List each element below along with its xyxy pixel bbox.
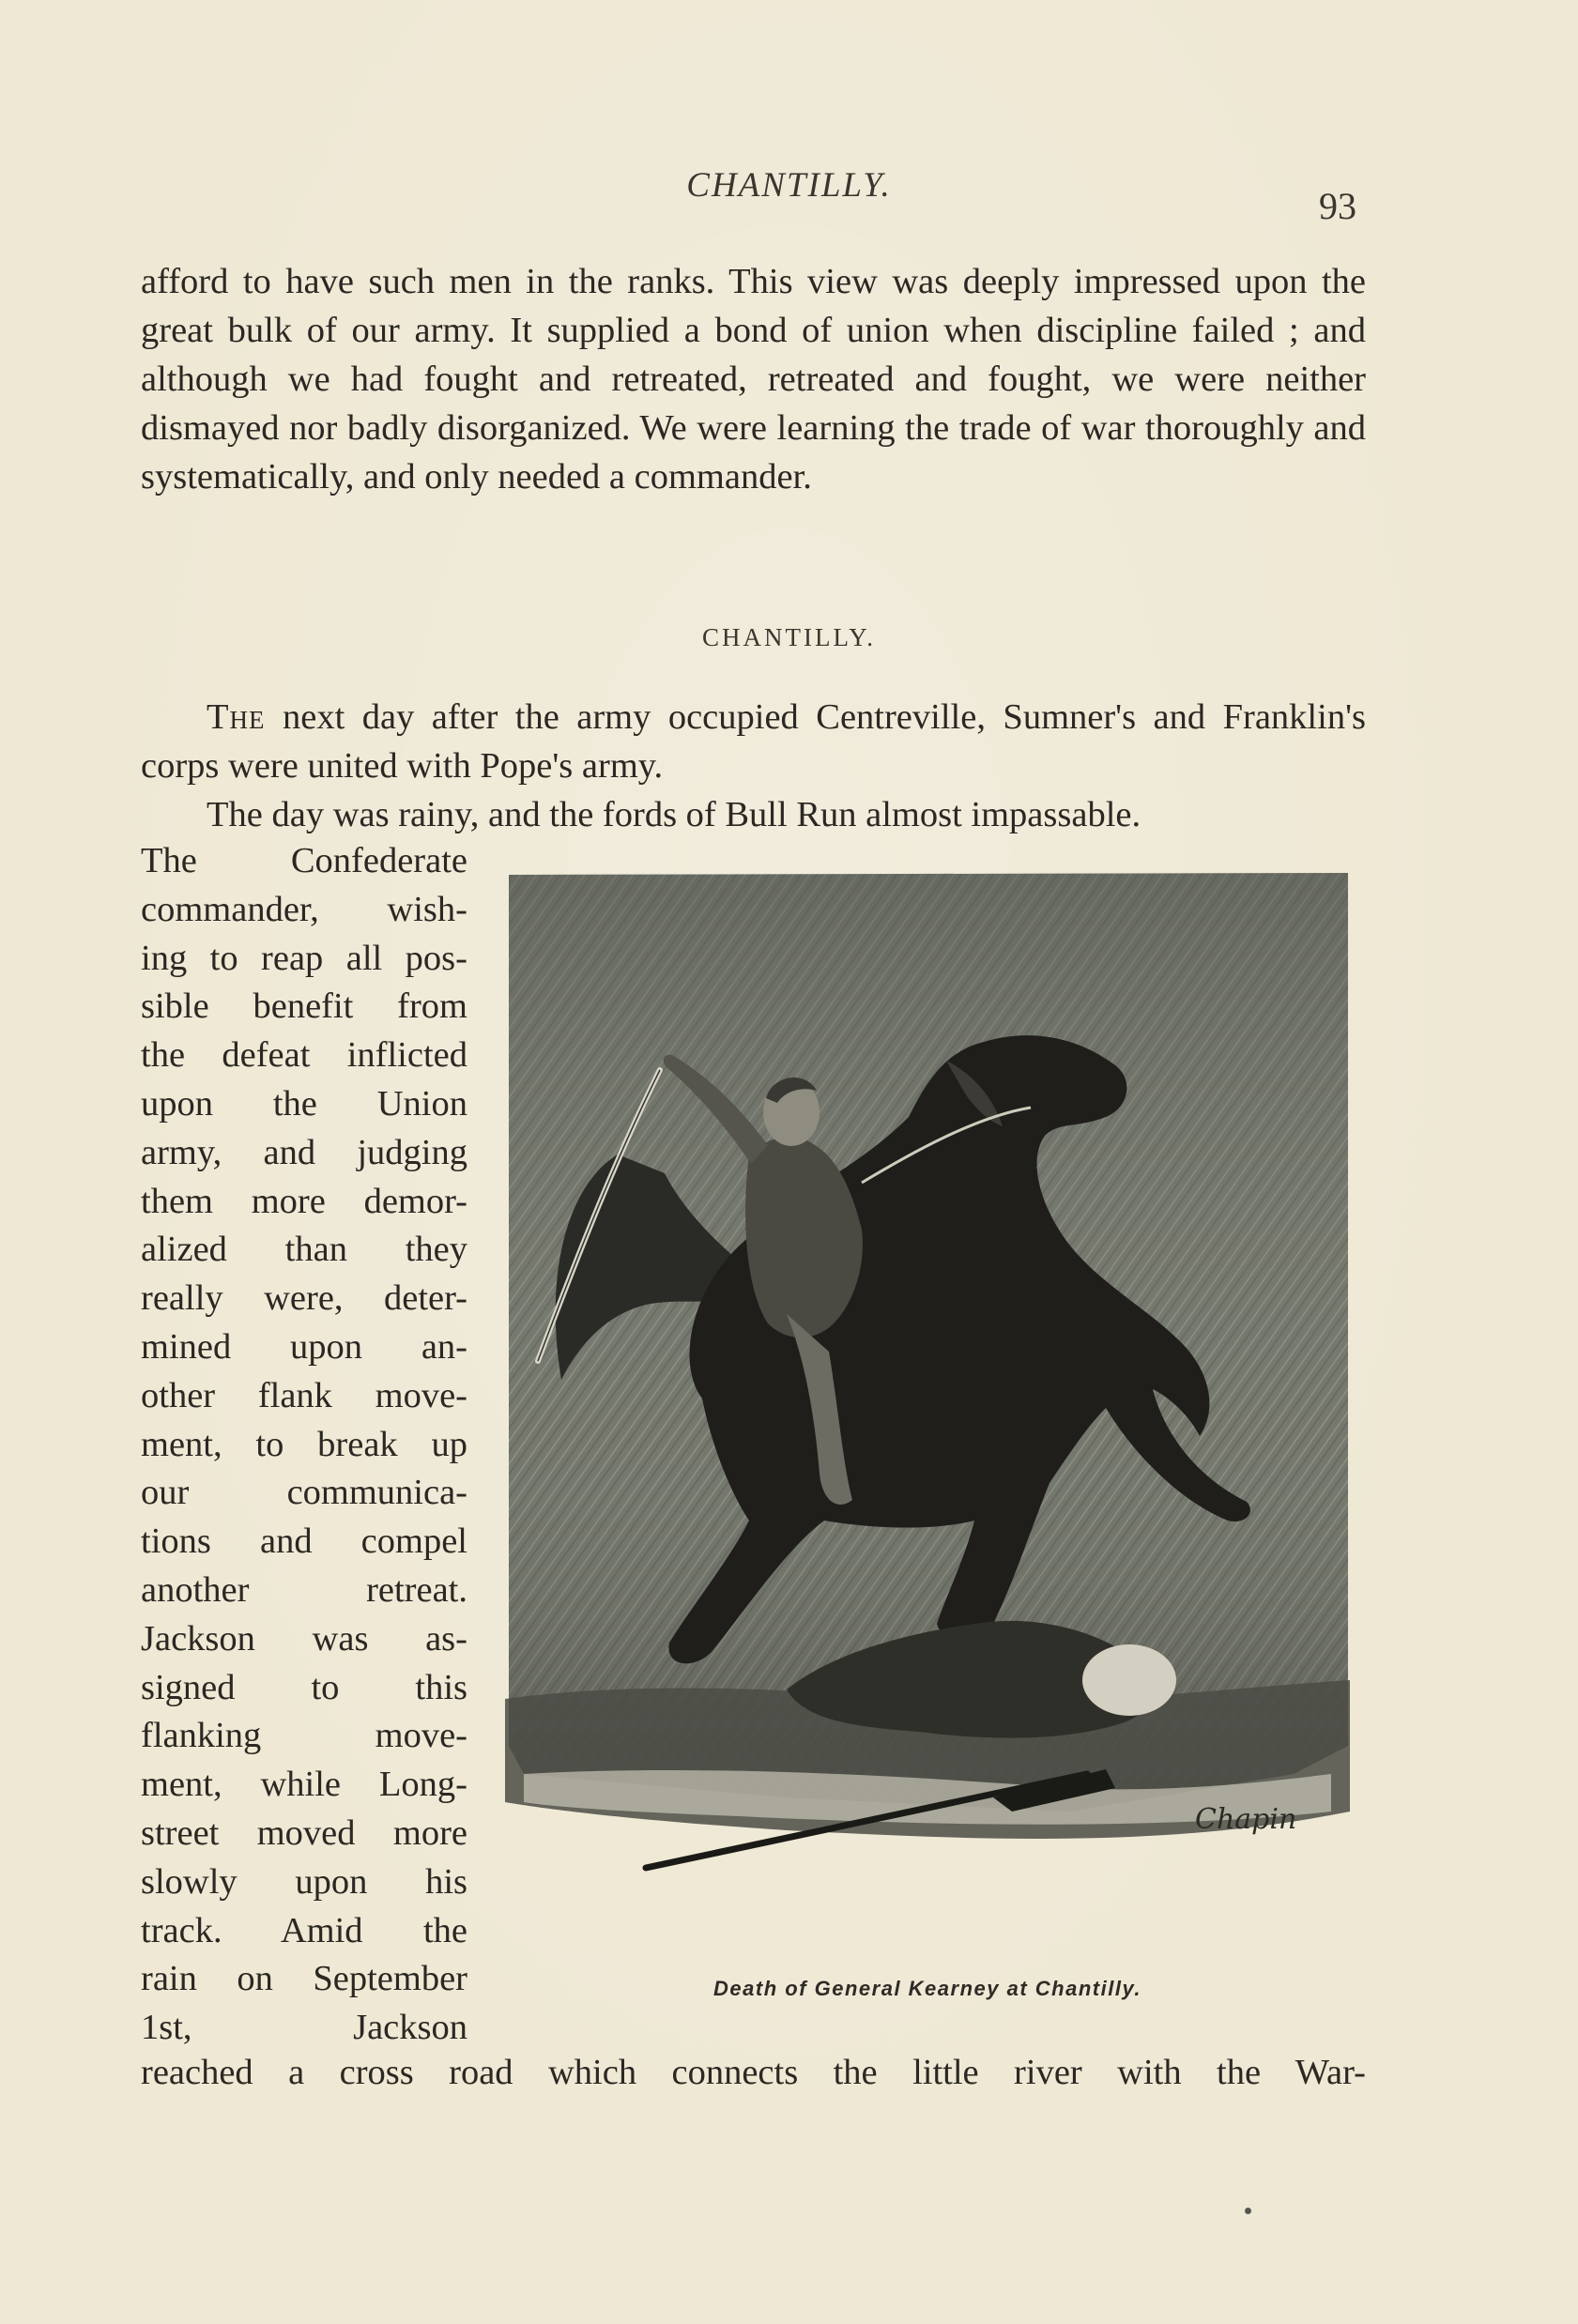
column-line: another retreat. — [141, 1569, 467, 1610]
column-line: Jackson was as- — [141, 1618, 467, 1659]
column-line: commander, wish- — [141, 889, 467, 929]
paragraph-1: afford to have such men in the ranks. This view was deeply impressed upon the great bulk of our army. It supplied a bond of union when discipline failed ; and although we had fought and retreated, retreated and fought, we were neither dismayed nor badly disorganized. We were learning the trade of war thoroughly and systematically, and only needed a commander. — [141, 262, 1366, 497]
column-line: flanking move- — [141, 1716, 467, 1756]
column-line: sible benefit from — [141, 986, 467, 1027]
narrow-column-text — [141, 837, 467, 2053]
column-line: rain on September — [141, 1959, 467, 1999]
page-number: 93 — [1319, 185, 1356, 227]
column-line: signed to this — [141, 1667, 467, 1707]
column-line: them more demor- — [141, 1181, 467, 1221]
section-heading: CHANTILLY. — [701, 623, 877, 651]
column-line: ment, to break up — [141, 1424, 467, 1464]
artist-signature: Chapin — [1195, 1803, 1297, 1836]
paragraph-2-text: next day after the army occupied Centreville, Sumner's and Franklin's corps were united with Pope's army. — [141, 697, 1366, 786]
column-line: ment, while Long- — [141, 1765, 467, 1805]
paragraph-3: The day was rainy, and the fords of Bull Run almost impassable. — [207, 795, 1141, 834]
column-line: mined upon an- — [141, 1326, 467, 1367]
column-line: ing to reap all pos- — [141, 938, 467, 978]
column-line: alized than they — [141, 1230, 467, 1270]
column-line: the defeat inflicted — [141, 1035, 467, 1076]
column-line: slowly upon his — [141, 1861, 467, 1902]
column-line: tions and compel — [141, 1521, 467, 1562]
paper-speck — [1245, 2208, 1251, 2214]
paragraph-2 — [141, 693, 1366, 790]
illustration-caption: Death of General Kearney at Chantilly. — [713, 1977, 1141, 2000]
final-line: reached a cross road which connects the little river with the War- — [141, 2053, 1366, 2092]
running-title: CHANTILLY. — [686, 166, 892, 205]
column-line: upon the Union — [141, 1083, 467, 1124]
column-line: The Confederate — [141, 841, 467, 880]
engraving-illustration — [505, 873, 1350, 1924]
column-line: our communica- — [141, 1473, 467, 1513]
paragraph-2-lead: The — [207, 697, 266, 737]
column-line: army, and judging — [141, 1132, 467, 1172]
column-line: really were, deter- — [141, 1278, 467, 1319]
column-line: track. Amid the — [141, 1910, 467, 1950]
column-line: street moved more — [141, 1812, 467, 1853]
fallen-soldier-cap — [1082, 1644, 1176, 1716]
column-line: 1st, Jackson — [141, 2008, 467, 2048]
column-line: other flank move- — [141, 1375, 467, 1415]
